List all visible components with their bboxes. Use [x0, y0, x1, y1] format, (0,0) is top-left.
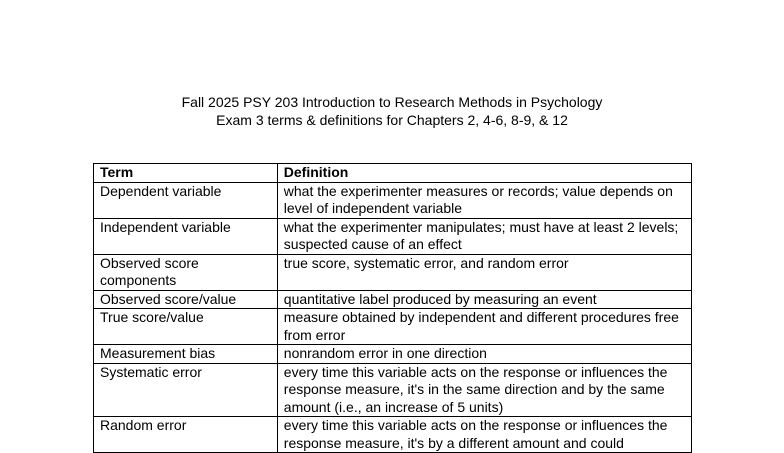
- exam-subtitle: Exam 3 terms & definitions for Chapters 2, 4-6, 8-9, & 12: [216, 112, 568, 128]
- table-row: [94, 309, 692, 345]
- term-cell: Observed score components: [94, 254, 278, 290]
- definition-cell: quantitative label produced by measuring an event: [277, 290, 691, 309]
- definition-cell: what the experimenter measures or records; value depends on level of independent variable: [277, 182, 691, 218]
- table-row: [94, 290, 692, 309]
- header-term: Term: [94, 164, 278, 183]
- term-cell: True score/value: [94, 309, 278, 345]
- terms-table: [93, 163, 692, 453]
- definition-cell: measure obtained by independent and different procedures free from error: [277, 309, 691, 345]
- table-row: [94, 417, 692, 453]
- term-cell: Independent variable: [94, 218, 278, 254]
- definition-cell: what the experimenter manipulates; must have at least 2 levels; suspected cause of an effect: [277, 218, 691, 254]
- table-row: [94, 363, 692, 417]
- term-cell: Systematic error: [94, 363, 278, 417]
- definition-cell: every time this variable acts on the response or influences the response measure, it's by a different amount and could: [277, 417, 691, 453]
- term-cell: Measurement bias: [94, 345, 278, 364]
- table-row: [94, 182, 692, 218]
- table-row: [94, 254, 692, 290]
- term-cell: Random error: [94, 417, 278, 453]
- table-header-row: [94, 164, 692, 183]
- term-cell: Observed score/value: [94, 290, 278, 309]
- term-cell: Dependent variable: [94, 182, 278, 218]
- table-row: [94, 345, 692, 364]
- course-title: Fall 2025 PSY 203 Introduction to Research Methods in Psychology: [181, 94, 603, 110]
- definition-cell: true score, systematic error, and random error: [277, 254, 691, 290]
- definition-cell: every time this variable acts on the response or influences the response measure, it's in the same direction and by the same amount (i.e., an increase of 5 units): [277, 363, 691, 417]
- document-heading: [0, 93, 784, 129]
- table-row: [94, 218, 692, 254]
- definition-cell: nonrandom error in one direction: [277, 345, 691, 364]
- header-definition: Definition: [277, 164, 691, 183]
